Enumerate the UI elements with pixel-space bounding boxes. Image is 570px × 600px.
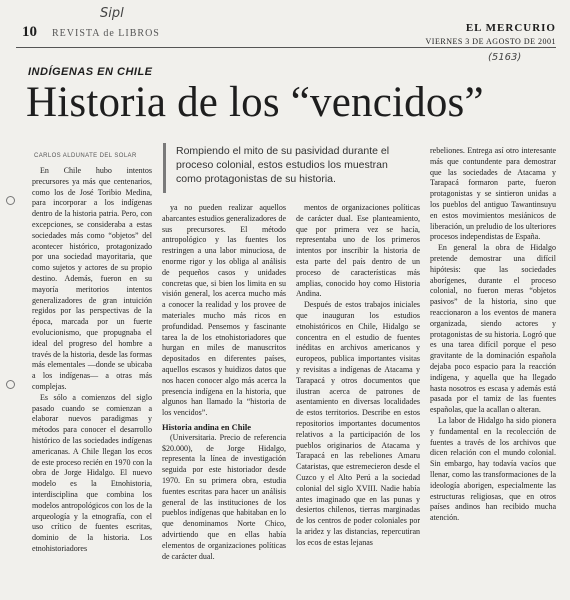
- article-column-1: [32, 166, 152, 596]
- paragraph: rebeliones. Entrega así otro interesante más que contundente para demostrar que las sociedades de Atacama y Tarapacá formaron parte, fueron protagonistas y se sintieron unidas a los pueblos del antiguo Tawantinsuyu en estos movimientos mesiánicos de liberación, un preludio de los ulteriores procesos independistas de España.: [430, 146, 556, 242]
- article-column-3: [296, 203, 420, 596]
- paragraph: La labor de Hidalgo ha sido pionera y fundamental en la recolección de fuentes a través de los archivos que dicen relación con el mundo colonial. Sin embargo, hay todavía vacíos que llenar, como las transformaciones de la ideología aborigen, especialmente las estructuras religiosas, que en otros países andinos han recibido mucha atención.: [430, 415, 556, 523]
- paragraph: En general la obra de Hidalgo pretende demostrar una difícil hipótesis: que las sociedades aborígenes, durante el proceso colonial, no fueron meras “objetos pasivos” de la historia, sino que reaccionaron a los eventos de manera organizada, siendo actores y protagonistas de su historia. Logró que es una tarea difícil porque el peso gravitante de la dominación española dejaba poco espacio para la reacción indígena, y aquella que ha llegado hasta nosotros es escasa y además está pasada por el tamiz de las fuentes españolas, que la acallan o alteran.: [430, 243, 556, 415]
- deck-accent-bar: [163, 143, 166, 193]
- handwritten-note-top: Sipl: [100, 6, 124, 21]
- paragraph: (Universitaria. Precio de referencia $20.000), de Jorge Hidalgo, representa la línea de investigación seguida por este historiador desde 1970. En su primera obra, estudia fuentes escritas para hacer un análisis general de las instituciones de los pueblos indígenas que habitaban en lo que denominamos Norte Chico, advirtiendo que en ellas había elementos de organizaciones políticas de carácter dual.: [162, 432, 286, 561]
- section-label: REVISTA de LIBROS: [52, 28, 160, 39]
- article-deck: Rompiendo el mito de su pasividad durante el proceso colonial, estos estudios los muestran como protagonistas de su historia.: [176, 145, 390, 185]
- paragraph: Después de estos trabajos iniciales que inauguran los estudios etnohistóricos en Chile, Hidalgo se concentra en el estudio de fuentes inéditas en archivos americanos y europeos, publica importantes visitas y revisitas a indígenas de Atacama y Tarapacá y otros documentos que ilustran acerca de patrones de asentamiento en diversas localidades de estos territorios. Describe en estos repositorios importantes documentos relativos a la participación de los pueblos originarios de Atacama y Tarapacá en las rebeliones Amaru Cataristas, que estremecieron desde el Cuzco y el Alto Perú a la sociedad colonial del siglo XVIII. Nadie había antes imaginado que en las punas y desiertos chilenos, tierras marginadas de los centros de poder coloniales por la aridez y las distancias, repercutiran los ecos de estas lejanas: [296, 300, 420, 547]
- punch-hole-mark: [6, 196, 15, 205]
- header-rule: [16, 47, 556, 48]
- article-kicker: INDÍGENAS EN CHILE: [28, 66, 153, 78]
- paragraph: Es sólo a comienzos del siglo pasado cuando se comienzan a elaborar nuevos paradigmas y métodos para conocer el desarrollo histórico de las sociedades indígenas americanas. A Chile llegan los ecos de este proceso recién en 1970 con la obra de Jorge Hidalgo. El nuevo modelo es la Etnohistoria, interdisciplina que combina los modelos antropológicos con los de la arqueología y la etnografía, con el uso crítico de fuentes escritas, dominio de la historia. Los etnohistoriadores: [32, 392, 152, 553]
- subheading: Historia andina en Chile: [162, 421, 252, 432]
- paragraph: ya no pueden realizar aquellos abarcantes estudios generalizadores de sus precursores. El método antropológico y las fuentes los restringen a una labor minuciosa, de enorme rigor y los obliga al análisis de pequeños casos y unidades concretas que, si bien los limita en su visión general, los acerca mucho más a conocer la realidad y los provee de materiales mucho más ricos en profundidad. Pensemos y fascinante tarea la de los etnohistoriadores que hurgan en miles de manuscritos depositados en diferentes países, aquellos escasos y huidizos datos que nos hacen conocer algo más acerca la presencia indígena en la historia, que algunos han llamado la “historia de los vencidos”.: [162, 203, 286, 418]
- publication-date: VIERNES 3 DE AGOSTO DE 2001: [425, 37, 556, 46]
- article-column-4: [430, 146, 556, 596]
- punch-hole-mark: [6, 380, 15, 389]
- article-column-2: [162, 203, 286, 596]
- handwritten-note-right: (5163): [488, 52, 522, 63]
- article-headline: Historia de los “vencidos”: [26, 79, 484, 126]
- article-byline: CARLOS ALDUNATE DEL SOLAR: [34, 153, 137, 159]
- newspaper-name: EL MERCURIO: [465, 22, 556, 34]
- page-number: 10: [22, 24, 37, 40]
- paragraph: mentos de organizaciones políticas de carácter dual. Ese planteamiento, que por primera vez se hacía, representaba uno de los primeros intentos por inscribir la historia de esta parte del país dentro de un proceso de características más amplias, conocido hoy como Historia Andina.: [296, 203, 420, 299]
- paragraph: En Chile hubo intentos precursores ya más que centenarios, como los de José Toribio Medina, para incorporar a los indígenas dentro de la historia patria. Pero, con excepciones, se consideraba a estas sociedades más como “objetos” del acontecer histórico, protagonizado por una sociedad mayoritaria, que como sujetos y actores de su propio destino. Además, fueron en su mayoría meritorios intentos generalizadores de gran intuición regidos por las perspectivas de la época, marcada por un fuerte evolucionismo, que propugnaba el ideal del progreso del hombre a través de la historia, desde las formas más elementales —donde se ubicaba a los indígenas— a otras más complejas.: [32, 166, 152, 391]
